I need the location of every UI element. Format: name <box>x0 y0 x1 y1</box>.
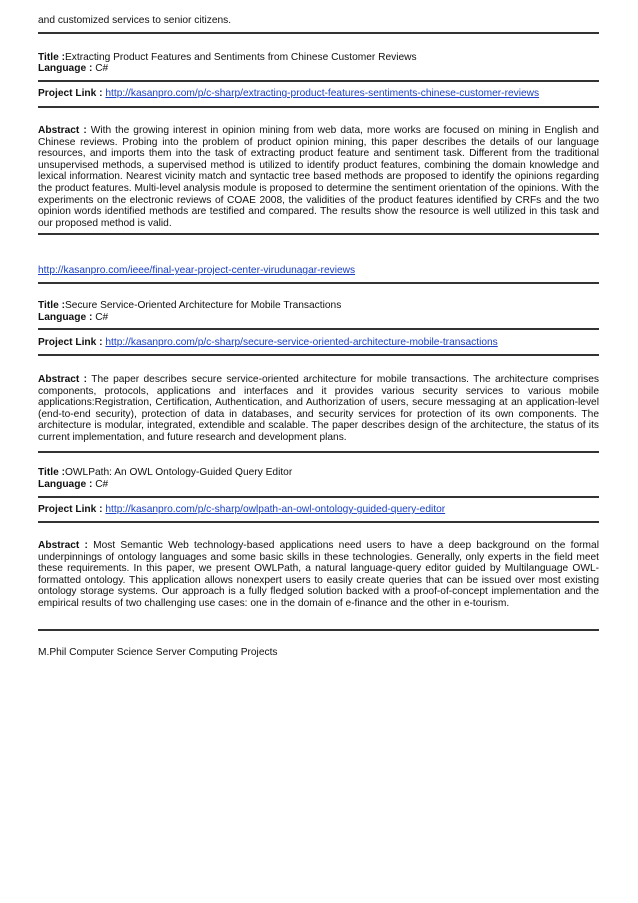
divider <box>38 80 599 82</box>
project-title-line <box>38 467 599 479</box>
project-language-line <box>38 63 599 75</box>
project-link[interactable]: http://kasanpro.com/p/c-sharp/owlpath-an-owl-ontology-guided-query-editor <box>105 504 446 515</box>
project-link[interactable]: http://kasanpro.com/p/c-sharp/secure-service-oriented-architecture-mobile-transactions <box>105 337 498 348</box>
project-link-line <box>38 88 599 100</box>
language-label: Language : <box>38 312 93 323</box>
title-label: Title : <box>38 300 65 311</box>
divider <box>38 629 599 631</box>
divider <box>38 328 599 330</box>
project-abstract <box>38 125 599 229</box>
abstract-label: Abstract : <box>38 540 88 551</box>
project-link[interactable]: http://kasanpro.com/p/c-sharp/extracting-product-features-sentiments-chinese-customer-reviews <box>105 88 540 99</box>
divider <box>38 32 599 34</box>
abstract-text: With the growing interest in opinion mining from web data, more works are focused on mining in English and Chinese reviews. Probing into the problem of product opinion mining, this paper describes the details of our language resources, and imports them into the task of extracting product feature and sentiment task. Different from the traditional unsupervised methods, a supervised method is utilized to identify product features, combining the domain knowledge and lexical information. Nearest vicinity match and syntactic tree based methods are proposed to identify the opinions regarding the product features. Multi-level analysis module is proposed to determine the sentiment orientation of the opinions. With the experiments on the electronic reviews of COAE 2008, the validities of the product features identified by CRFs and the two opinion words identified methods are testified and compared. The results show the resource is well utilized in this task and our proposed method is valid. <box>38 125 599 229</box>
project-link-label: Project Link : <box>38 504 103 515</box>
divider <box>38 496 599 498</box>
project-link-line <box>38 337 599 349</box>
project-abstract <box>38 540 599 610</box>
language-label: Language : <box>38 479 93 490</box>
reviews-link[interactable]: http://kasanpro.com/ieee/final-year-project-center-virudunagar-reviews <box>38 265 356 276</box>
project-language-line <box>38 312 599 324</box>
project-title: Secure Service-Oriented Architecture for Mobile Transactions <box>64 300 342 311</box>
language-label: Language : <box>38 63 93 74</box>
project-title-line <box>38 300 599 312</box>
divider <box>38 282 599 284</box>
project-link-line <box>38 504 599 516</box>
section-heading: M.Phil Computer Science Server Computing Projects <box>38 647 278 658</box>
divider <box>38 106 599 108</box>
divider <box>38 354 599 356</box>
abstract-text: The paper describes secure service-oriented architecture for mobile transactions. The architecture comprises components, protocols, applications and interfaces and it provides various security services to various mobile applications:Registration, Certification, Authentication, and Authorization of users, secure messaging at an application-level (end-to-end security), protection of data in databases, and security services for protection of its own components. The architecture is modular, integrated, extendible and scalable. The paper describes design of the architecture, the status of its current implementation, and future research and development plans. <box>38 374 599 443</box>
divider <box>38 521 599 523</box>
project-title-line <box>38 52 599 64</box>
project-language-line <box>38 479 599 491</box>
project-language: C# <box>95 479 109 490</box>
project-language: C# <box>95 312 109 323</box>
divider <box>38 233 599 235</box>
project-title: OWLPath: An OWL Ontology-Guided Query Editor <box>64 467 293 478</box>
project-abstract <box>38 374 599 444</box>
intro-text: and customized services to senior citizens. <box>38 15 232 26</box>
project-language: C# <box>95 63 109 74</box>
reviews-link-line <box>38 265 599 277</box>
abstract-label: Abstract : <box>38 374 88 385</box>
project-link-label: Project Link : <box>38 88 103 99</box>
title-label: Title : <box>38 52 65 63</box>
project-link-label: Project Link : <box>38 337 103 348</box>
abstract-text: Most Semantic Web technology-based applications need users to have a deep background on the formal underpinnings of ontology languages and some basic skills in these technologies. Generally, only experts in the field meet these requirements. In this paper, we present OWLPath, a natural language-query editor guided by Multilanguage OWL-formatted ontology. This application allows nonexpert users to easily create queries that can be issued over most existing ontology storage systems. Our approach is a fully fledged solution backed with a proof-of-concept implementation and the empirical results of two challenging use cases: one in the domain of e-finance and the other in e-tourism. <box>38 540 599 609</box>
title-label: Title : <box>38 467 65 478</box>
abstract-label: Abstract : <box>38 125 87 136</box>
divider <box>38 451 599 453</box>
project-title: Extracting Product Features and Sentiments from Chinese Customer Reviews <box>64 52 417 63</box>
